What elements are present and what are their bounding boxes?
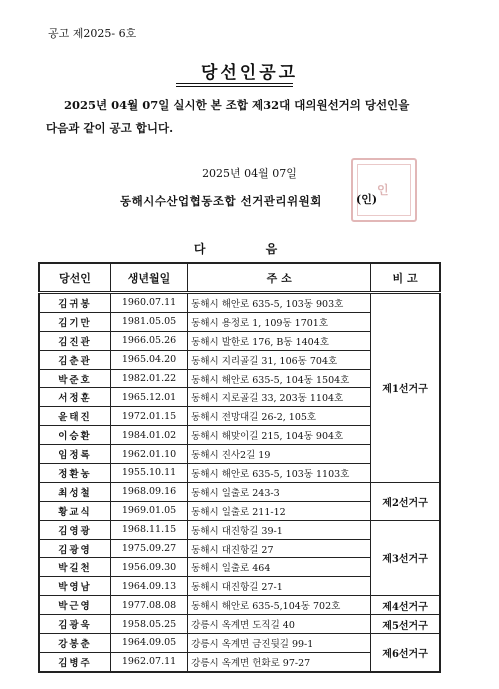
cell-birth: 1968.11.15 xyxy=(110,520,187,539)
cell-district-2: 제2선거구 xyxy=(371,482,440,520)
cell-birth: 1962.07.11 xyxy=(110,652,187,671)
cell-name: 박준호 xyxy=(39,369,110,388)
body-line-2: 다음과 같이 공고 합니다. xyxy=(46,121,174,135)
body-line-1: 2025년 04월 07일 실시한 본 조합 제32대 대의원선거의 당선인을 xyxy=(64,98,410,112)
table-header-row xyxy=(39,263,440,293)
cell-address: 동해시 해맞이길 215, 104동 904호 xyxy=(188,426,371,445)
elected-table xyxy=(38,262,441,673)
notice-body xyxy=(46,94,466,140)
cell-birth: 1977.08.08 xyxy=(110,596,187,615)
cell-district-1: 제1선거구 xyxy=(371,293,440,483)
cell-name: 박길천 xyxy=(39,558,110,577)
cell-address: 동해시 일출로 464 xyxy=(188,558,371,577)
cell-name: 김기만 xyxy=(39,312,110,331)
cell-birth: 1966.05.26 xyxy=(110,331,187,350)
cell-birth: 1960.07.11 xyxy=(110,293,187,313)
cell-birth: 1958.05.25 xyxy=(110,615,187,634)
title-underline-second xyxy=(176,86,293,87)
cell-birth: 1956.09.30 xyxy=(110,558,187,577)
notice-number: 공고 제2025- 6호 xyxy=(48,27,137,40)
header-birth: 생년월일 xyxy=(110,263,187,293)
cell-name: 박영남 xyxy=(39,577,110,596)
cell-name: 정환농 xyxy=(39,464,110,483)
cell-name: 임정록 xyxy=(39,445,110,464)
cell-address: 동해시 해안로 635-5,104동 702호 xyxy=(188,596,371,615)
cell-address: 동해시 지로골길 33, 203동 1104호 xyxy=(188,388,371,407)
cell-address: 동해시 지리골길 31, 106동 704호 xyxy=(188,350,371,369)
title-underline xyxy=(176,83,293,84)
cell-name: 황교식 xyxy=(39,501,110,520)
table-row xyxy=(39,615,440,634)
cell-birth: 1972.01.15 xyxy=(110,407,187,426)
page-title: 당선인공고 xyxy=(200,63,299,83)
cell-birth: 1968.09.16 xyxy=(110,482,187,501)
cell-name: 김춘관 xyxy=(39,350,110,369)
cell-address: 동해시 대진항길 39-1 xyxy=(188,520,371,539)
cell-address: 동해시 대진항길 27 xyxy=(188,539,371,558)
cell-name: 윤태진 xyxy=(39,407,110,426)
cell-address: 동해시 용정로 1, 109동 1701호 xyxy=(188,312,371,331)
cell-address: 강릉시 옥계면 헌화로 97-27 xyxy=(188,652,371,671)
header-name: 당선인 xyxy=(39,263,110,293)
cell-address: 동해시 발한로 176, B동 1404호 xyxy=(188,331,371,350)
cell-birth: 1965.04.20 xyxy=(110,350,187,369)
cell-address: 강릉시 옥계면 도직길 40 xyxy=(188,615,371,634)
header-note: 비 고 xyxy=(371,263,440,293)
cell-birth: 1955.10.11 xyxy=(110,464,187,483)
cell-district-5: 제5선거구 xyxy=(371,615,440,634)
table-row xyxy=(39,293,440,313)
seal-mark: (인) xyxy=(356,193,378,206)
cell-birth: 1975.09.27 xyxy=(110,539,187,558)
cell-district-4: 제4선거구 xyxy=(371,596,440,615)
follows-heading: 다 음 xyxy=(193,242,306,256)
cell-name: 김진관 xyxy=(39,331,110,350)
cell-name: 강봉춘 xyxy=(39,634,110,653)
cell-birth: 1982.01.22 xyxy=(110,369,187,388)
cell-name: 최성철 xyxy=(39,482,110,501)
cell-birth: 1984.01.02 xyxy=(110,426,187,445)
cell-name: 김광욱 xyxy=(39,615,110,634)
table-row xyxy=(39,634,440,653)
organization-name: 동해시수산업협동조합 선거관리위원회 xyxy=(120,194,322,208)
cell-name: 이승환 xyxy=(39,426,110,445)
table-row xyxy=(39,520,440,539)
cell-birth: 1962.01.10 xyxy=(110,445,187,464)
cell-address: 동해시 일출로 211-12 xyxy=(188,501,371,520)
cell-birth: 1981.05.05 xyxy=(110,312,187,331)
cell-birth: 1964.09.05 xyxy=(110,634,187,653)
cell-name: 김병주 xyxy=(39,652,110,671)
cell-address: 강릉시 옥계면 금진뒷길 99-1 xyxy=(188,634,371,653)
cell-name: 김광영 xyxy=(39,539,110,558)
cell-address: 동해시 전망대길 26-2, 105호 xyxy=(188,407,371,426)
cell-district-6: 제6선거구 xyxy=(371,634,440,672)
cell-address: 동해시 해안로 635-5, 104동 1504호 xyxy=(188,369,371,388)
cell-name: 김영광 xyxy=(39,520,110,539)
official-seal-stamp xyxy=(351,158,417,222)
cell-address: 동해시 진사2길 19 xyxy=(188,445,371,464)
table-row xyxy=(39,596,440,615)
cell-name: 박근영 xyxy=(39,596,110,615)
cell-address: 동해시 대진항길 27-1 xyxy=(188,577,371,596)
cell-address: 동해시 일출로 243-3 xyxy=(188,482,371,501)
cell-name: 서정훈 xyxy=(39,388,110,407)
cell-address: 동해시 해안로 635-5, 103동 1103호 xyxy=(188,464,371,483)
notice-date: 2025년 04월 07일 xyxy=(202,167,297,180)
cell-birth: 1969.01.05 xyxy=(110,501,187,520)
cell-birth: 1964.09.13 xyxy=(110,577,187,596)
header-address: 주 소 xyxy=(188,263,371,293)
cell-birth: 1965.12.01 xyxy=(110,388,187,407)
table-row xyxy=(39,482,440,501)
seal-glyph: 인 xyxy=(377,183,389,197)
cell-name: 김귀봉 xyxy=(39,293,110,313)
cell-address: 동해시 해안로 635-5, 103동 903호 xyxy=(188,293,371,313)
cell-district-3: 제3선거구 xyxy=(371,520,440,596)
